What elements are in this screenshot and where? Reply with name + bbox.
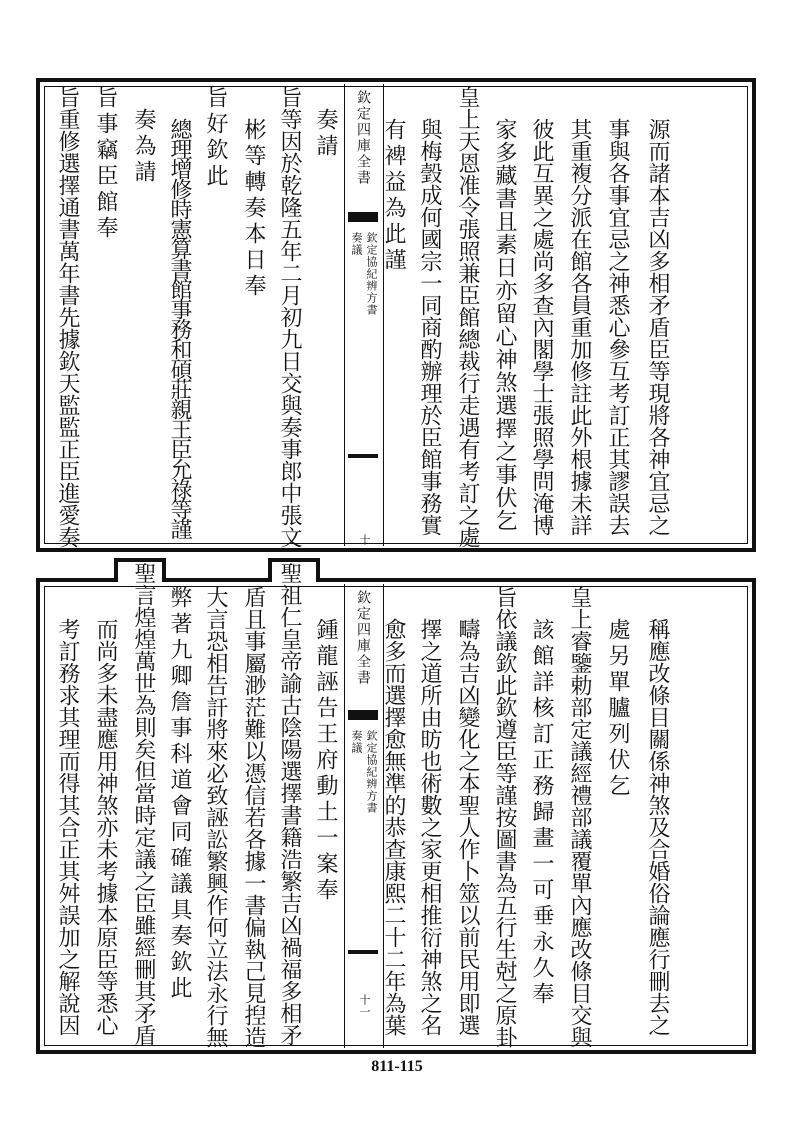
- text-column: 旨好欽此: [203, 86, 228, 190]
- text-column: 聖祖仁皇帝諭古陰陽選擇書籍浩繁吉凶禍福多相矛: [277, 562, 302, 1046]
- fishtail-mark: [348, 212, 378, 222]
- top-section: 奏議: [350, 232, 363, 256]
- text-column: 而尚多未盡應用神煞亦未考據本原臣等悉心: [93, 618, 118, 1036]
- bottom-center-gutter: [344, 584, 384, 1048]
- text-column: 旨等因於乾隆五年二月初九日交與奏事郎中張文: [277, 86, 302, 548]
- text-column: 事與各事宜忌之神悉心參互考訂正其謬誤去: [605, 118, 630, 536]
- text-column: 愈多而選擇愈無準的恭查康熙二十二年為葉: [381, 618, 406, 1036]
- text-column: 與梅瑴成何國宗一同商酌辦理於臣館事務實: [417, 118, 442, 536]
- text-column: 彼此互異之處尚多查內閣學士張照學問淹博: [529, 118, 554, 536]
- text-column: 奏請: [313, 108, 338, 160]
- text-column: 總理增修時憲算書館事務和碩莊親王臣允祿等謹: [167, 118, 192, 538]
- top-leaf-number: 十: [358, 534, 371, 546]
- text-column: 旨重修選擇通書萬年書先據欽天監監正臣進愛奏: [55, 86, 80, 548]
- text-column: 家多藏書且素日亦留心神煞選擇之事伏乞: [492, 118, 517, 532]
- top-book-title: 欽定協紀辨方書: [365, 232, 378, 316]
- text-column: 皇上睿鑒勅部定議經禮部議覆單內應改條目交與: [567, 586, 592, 1048]
- text-column: 有裨益為此謹: [381, 118, 406, 274]
- bottom-book-title: 欽定協紀辨方書: [365, 730, 378, 814]
- text-column: 擇之道所由昉也術數之家更相推衍神煞之名: [417, 618, 442, 1036]
- page-number: 811-115: [371, 1058, 423, 1075]
- text-column: 旨事竊臣館奉: [93, 86, 118, 242]
- top-running-title: 欽定四庫全書: [355, 90, 371, 186]
- text-column: 旨依議欽此欽遵臣等謹按圖書為五行生尅之原卦: [492, 586, 517, 1048]
- fishtail-mark: [348, 454, 378, 458]
- text-column: 處另單臚列伏乞: [605, 618, 630, 800]
- text-column: 稱應改條目關係神煞及合婚俗論應行刪去之: [645, 618, 670, 1036]
- bottom-leaf-number: 十一: [358, 994, 371, 1018]
- fishtail-mark: [348, 710, 378, 720]
- top-center-gutter: [344, 84, 384, 546]
- text-column: 疇為吉凶變化之本聖人作卜筮以前民用即選: [455, 618, 480, 1036]
- text-column: 其重複分派在館各員重加修註此外根據未詳: [567, 118, 592, 536]
- text-column: 源而諸本吉凶多相矛盾臣等現將各神宜忌之: [645, 118, 670, 536]
- bottom-section: 奏議: [350, 730, 363, 754]
- text-column: 鍾龍誣告王府動土一案奉: [313, 618, 338, 904]
- text-column: 彬等轉奏本日奉: [241, 118, 266, 300]
- text-column: 考訂務求其理而得其合正其舛誤加之解說因: [55, 618, 80, 1036]
- fishtail-mark: [348, 950, 378, 954]
- text-column: 大言恐相告訐將來必致誣訟繁興作何立法永行無: [203, 586, 228, 1048]
- text-column: 奏為請: [131, 108, 156, 186]
- text-column: 該館詳核訂正務歸畫一可垂永久奉: [529, 618, 554, 1008]
- text-column: 盾且事屬渺茫難以憑信若各據一書偏執己見揑造: [241, 586, 266, 1048]
- text-column: 聖言煌煌萬世為則矣但當時定議之臣雖經刪其矛盾: [131, 562, 156, 1046]
- text-column: 弊著九卿詹事科道會同確議具奏欽此: [167, 586, 192, 1002]
- bottom-running-title: 欽定四庫全書: [355, 590, 371, 686]
- text-column: 皇上天恩准令張照兼臣館總裁行走遇有考訂之處: [455, 86, 480, 548]
